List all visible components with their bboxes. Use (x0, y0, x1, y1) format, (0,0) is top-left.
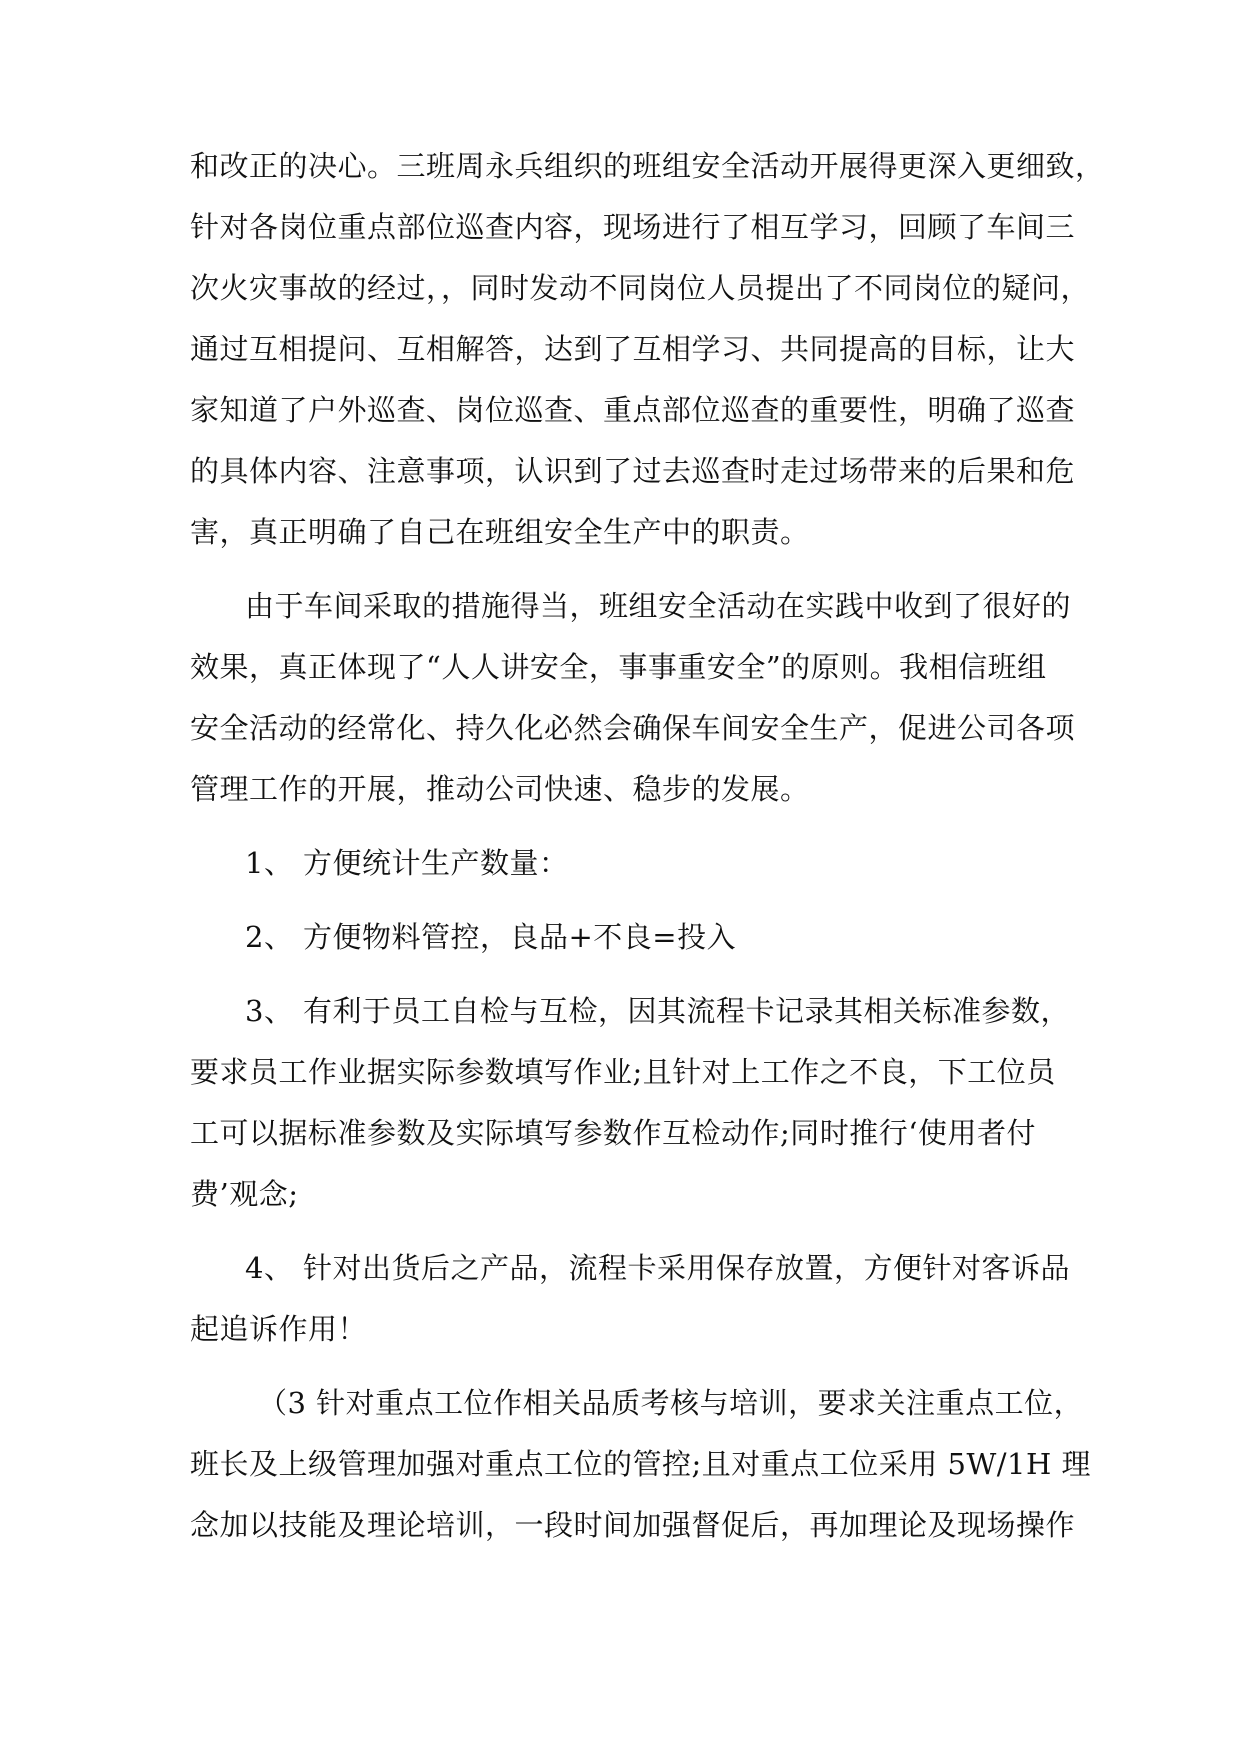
text-line: 的具体内容、注意事项，认识到了过去巡查时走过场带来的后果和危 (190, 454, 1076, 488)
text-line: 念加以技能及理论培训，一段时间加强督促后，再加理论及现场操作 (190, 1508, 1076, 1542)
text-line: 效果，真正体现了“人人讲安全，事事重安全”的原则。我相信班组 (190, 650, 1047, 684)
list-item (245, 917, 736, 957)
list-item (245, 991, 1070, 1031)
list-item-text: 方便统计生产数量： (303, 846, 569, 880)
text-line: 次火灾事故的经过，，同时发动不同岗位人员提出了不同岗位的疑问， (190, 271, 1091, 305)
text-line: 管理工作的开展，推动公司快速、稳步的发展。 (190, 772, 810, 806)
list-item (245, 843, 569, 883)
list-item-number: 2、 (245, 920, 294, 954)
text-line: 起追诉作用！ (190, 1312, 368, 1346)
list-item-number: 4、 (245, 1251, 294, 1285)
text-line: 工可以据标准参数及实际填写参数作互检动作;同时推行‘使用者付 (190, 1116, 1036, 1150)
text-line: （3 针对重点工位作相关品质考核与培训，要求关注重点工位， (258, 1386, 1084, 1420)
text-line: 班长及上级管理加强对重点工位的管控;且对重点工位采用 5W/1H 理 (190, 1447, 1091, 1481)
text-line: 费’观念; (190, 1177, 299, 1211)
list-item-text: 有利于员工自检与互检，因其流程卡记录其相关标准参数， (303, 994, 1071, 1028)
text-line: 安全活动的经常化、持久化必然会确保车间安全生产，促进公司各项 (190, 711, 1076, 745)
text-line: 要求员工作业据实际参数填写作业;且针对上工作之不良，下工位员 (190, 1055, 1056, 1089)
text-line: 家知道了户外巡查、岗位巡查、重点部位巡查的重要性，明确了巡查 (190, 393, 1076, 427)
list-item (245, 1248, 1070, 1288)
list-item-number: 1、 (245, 846, 294, 880)
text-line: 害，真正明确了自己在班组安全生产中的职责。 (190, 515, 810, 549)
list-item-text: 方便物料管控，良品+不良=投入 (303, 920, 737, 954)
list-item-text: 针对出货后之产品，流程卡采用保存放置，方便针对客诉品 (303, 1251, 1071, 1285)
text-line: 和改正的决心。三班周永兵组织的班组安全活动开展得更深入更细致， (190, 149, 1105, 183)
text-line: 针对各岗位重点部位巡查内容，现场进行了相互学习，回顾了车间三 (190, 210, 1076, 244)
text-line: 由于车间采取的措施得当，班组安全活动在实践中收到了很好的 (245, 589, 1072, 623)
list-item-number: 3、 (245, 994, 294, 1028)
text-line: 通过互相提问、互相解答，达到了互相学习、共同提高的目标，让大 (190, 332, 1076, 366)
